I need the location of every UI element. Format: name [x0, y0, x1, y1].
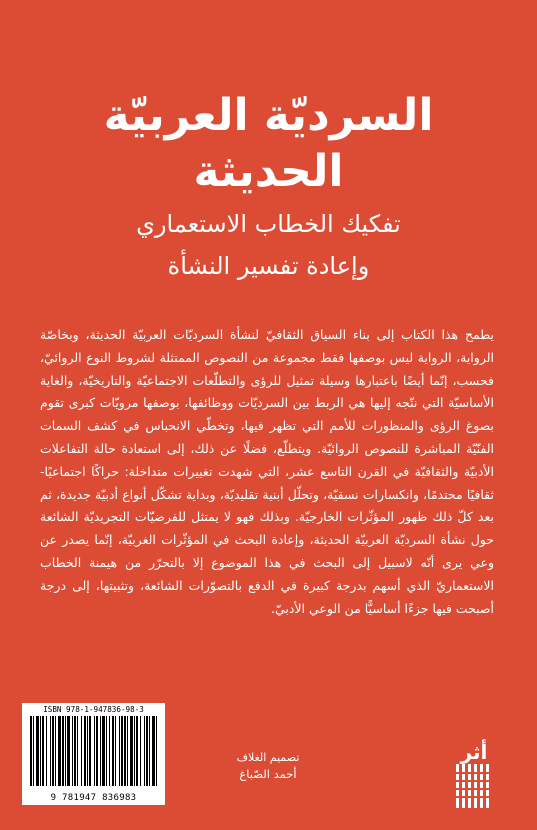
- barcode-bar: [146, 716, 148, 786]
- barcode-bar: [55, 716, 56, 786]
- barcode-bar: [156, 716, 157, 786]
- cover-design-label: تصميم الغلاف: [236, 751, 300, 764]
- barcode-bar: [87, 716, 88, 786]
- isbn-barcode: [22, 703, 165, 805]
- barcode-bar: [127, 716, 128, 786]
- barcode-bar: [109, 716, 110, 786]
- barcode-bar: [62, 716, 64, 786]
- barcode-bar: [74, 716, 76, 786]
- barcode-bar: [102, 716, 105, 786]
- barcode-bar: [40, 716, 41, 786]
- barcode-bar: [94, 716, 95, 786]
- barcode-bar: [130, 716, 133, 786]
- back-cover-blurb: يطمح هذا الكتاب إلى بناء السياق الثقافيّ لنشأة السرديّات العربيّة الحديثة، وبخاصّة الرواية، الرواية ليس بوصفها فقط مجموعة من النصوص الممتثلة لشروط النوع الروائيّ، فحسب، إنّما أيضًا باعتبارها وسيلة تمثيل للرؤى والتطلّعات الاجتماعيّة والتاريخيّة، والغاية الأساسيّة التي نتّجه إليها هي الربط بين السرديّات ووظائفها، بوصفها مرويّات كبرى تقوم بصوغ الرؤى والمنظورات للأمم التي تظهر فيها، وتخطّي الانحباس في كشف السمات الفنّيّة المباشرة للنصوص الروائيّة. ويتطلّع، فضلًا عن ذلك، إلى استعادة حالة التفاعلات الأدبيّة والثقافيّة في القرن التاسع عشر، التي شهدت تغييرات متداخلة: حراكًا اجتماعيًا- ثقافيًا محتدمًا، وانكسارات نسقيّة، وتحلّل أبنية تقليديّة، وبداية تشكّل أنواع أدبيّة جديدة، ثم بعد كلّ ذلك ظهور المؤثّرات الخارجيّة. وبذلك فهو لا يمتثل للفرضيّات التجريديّة الشائعة حول نشأة السرديّة العربيّة الحديثة، وإعادة البحث في المؤثّرات الغربيّة، إنّما يصدر عن وعي يرى أنّه لاسبيل إلى البحث في هذا الموضوع إلا بالتحرّر من هيمنة الخطاب الاستعماريّ الذي أسهم بدرجة كبيرة في الدفع بالتصوّرات الشائعة، وتثبيتها، إلى درجة أصبحت فيها جزءًا أساسيًّا من الوعي الأدبيّ.: [40, 327, 494, 616]
- barcode-digits: 9 781947 836983: [50, 793, 137, 803]
- publisher-logo: [448, 742, 500, 812]
- barcode-bar: [65, 716, 66, 786]
- barcode-bar: [50, 716, 51, 786]
- barcode-bar: [112, 716, 114, 786]
- barcode-bar: [136, 716, 138, 786]
- barcode-bar: [115, 716, 116, 786]
- barcode-bar: [144, 716, 145, 786]
- barcode-bar: [106, 716, 107, 786]
- barcode-bar: [36, 716, 39, 786]
- barcode-bar: [30, 716, 32, 786]
- barcode-bar: [33, 716, 34, 786]
- isbn-number: ISBN 978-1-947836-98-3: [43, 705, 144, 714]
- book-subtitle-line-2: وإعادة تفسير النشأة: [167, 252, 370, 280]
- barcode-bar: [149, 716, 150, 786]
- barcode-bar: [100, 716, 101, 786]
- cover-designer-name: أحمد الصّباغ: [239, 767, 297, 781]
- publisher-logo-text: أثر: [460, 740, 488, 764]
- barcode-bar: [152, 716, 155, 786]
- barcode-bar: [124, 716, 126, 786]
- barcode-bar: [119, 716, 120, 786]
- barcode-bar: [134, 716, 135, 786]
- barcode-bar: [52, 716, 54, 786]
- book-title-line-2: الحديثة: [193, 146, 344, 197]
- barcode-bar: [140, 716, 141, 786]
- barcode-bar: [84, 716, 86, 786]
- book-title-line-1: السرديّة العربيّة: [103, 90, 434, 141]
- barcode-bar: [46, 716, 47, 786]
- barcode-bar: [121, 716, 123, 786]
- publisher-logo-mark: [448, 742, 500, 812]
- barcode-bar: [42, 716, 44, 786]
- barcode-bar: [96, 716, 98, 786]
- barcode-bar: [72, 716, 73, 786]
- barcode-bar: [77, 716, 78, 786]
- barcode-bar: [81, 716, 82, 786]
- barcode-bar: [58, 716, 61, 786]
- barcode-bar: [67, 716, 70, 786]
- barcode-bar: [89, 716, 91, 786]
- barcode-bars: [30, 716, 157, 786]
- book-subtitle-line-1: تفكيك الخطاب الاستعماري: [136, 210, 401, 238]
